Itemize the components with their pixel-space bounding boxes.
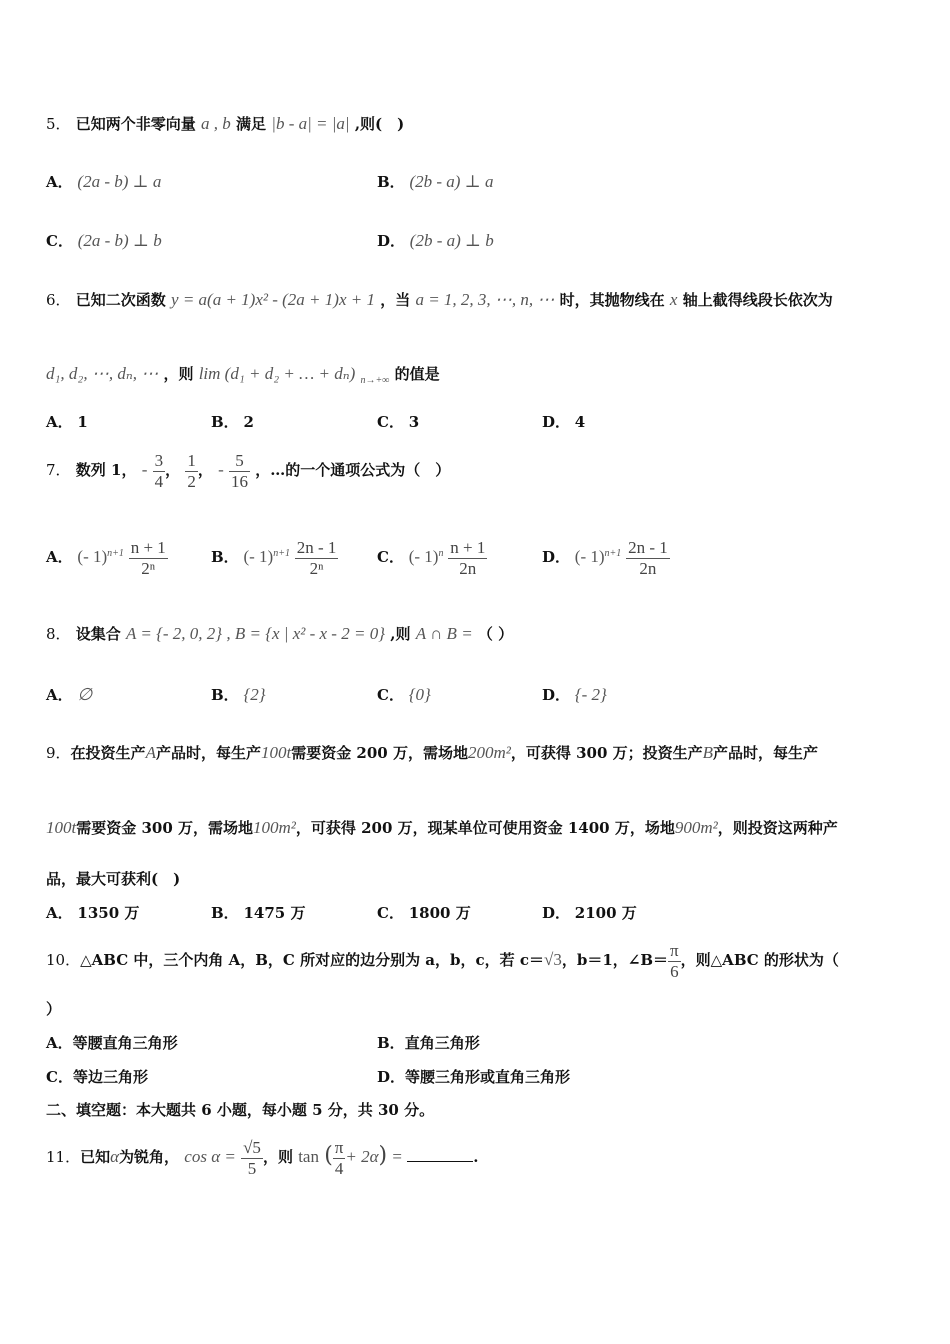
q5-option-a[interactable] [46,170,161,194]
option-label: D． [377,232,406,250]
q9-stem-line3 [46,867,180,891]
q10-text1: △ABC 中，三个内角 A，B，C 所对应的边分别为 a，b，c，若 c＝ [80,951,545,969]
option-text: 1350 万 [77,904,140,922]
option-label: B． [211,548,239,566]
q10-sqrt: √3 [544,950,562,969]
q7-text2: ，…的一个通项公式为（ ） [255,461,451,479]
q11-equals: = [392,1147,402,1166]
q9-math: 100t [46,818,77,837]
q8-sets: A = {- 2, 0, 2} , B = {x | x² - x - 2 = 0} [126,624,385,643]
numerator: 3 [154,450,164,470]
option-text: 1475 万 [243,904,306,922]
q8-option-a[interactable] [46,683,92,707]
option-base: (- 1) [77,547,108,566]
option-label: A． [46,413,73,431]
q6-text5: ，则 [163,365,194,383]
left-paren: ( [324,1143,333,1168]
option-exponent: n+1 [273,548,290,559]
q6-function: y = a(a + 1)x² - (2a + 1)x + 1 [171,290,375,309]
option-math: (2a - b) ⊥ b [77,231,162,250]
option-label: A． [46,686,73,704]
q11-tail: + 2α [345,1147,379,1166]
q8-stem [46,622,513,646]
q10-text4: ） [46,1000,62,1018]
q5-stem [46,112,404,136]
q9-option-a[interactable] [46,901,139,925]
q8-option-b[interactable] [211,683,266,707]
option-exponent: n [438,548,444,559]
denominator: 2ⁿ [141,558,156,578]
denominator: 16 [230,471,248,491]
q10-option-d[interactable] [377,1065,570,1089]
numerator: π [670,940,679,960]
q11-text2: 为锐角， [119,1148,180,1166]
q10-fraction [668,941,681,982]
q7-option-c[interactable] [377,530,487,581]
option-label: C． [377,904,404,922]
numerator: n + 1 [450,537,486,557]
denominator: 2n [639,558,657,578]
option-text: 2 [243,413,254,431]
q9-option-c[interactable] [377,901,471,925]
q8-option-d[interactable] [542,683,607,707]
option-label: D． [542,686,571,704]
q8-text2: ,则 [390,625,411,643]
option-text: 3 [408,413,420,431]
option-math: (2b - a) ⊥ a [409,172,494,191]
option-text: 等腰直角三角形 [72,1034,178,1052]
q9-math: 100m² [253,818,296,837]
q9-text: 在投资生产 [70,744,146,762]
q9-option-b[interactable] [211,901,305,925]
option-exponent: n+1 [107,548,124,559]
q6-limit-sub: n→+∞ [360,375,390,386]
option-text: 2100 万 [574,904,637,922]
denominator: 2 [187,471,196,491]
q8-text3: （ ） [477,625,514,643]
option-label: D． [542,548,571,566]
q11-tan: tan [298,1147,319,1166]
q6-stem-line2 [46,362,440,393]
q9-text: ，则投资这两种产 [717,819,838,837]
q10-text3: ，则△ABC 的形状为（ [680,951,839,969]
q10-option-b[interactable] [377,1031,480,1055]
denominator: 4 [154,471,164,491]
option-text: 等边三角形 [72,1068,148,1086]
q5-option-c[interactable] [46,229,162,253]
option-math: {0} [408,685,431,704]
option-fraction [295,538,339,579]
q5-option-d[interactable] [377,229,494,253]
q6-text3: 时，其抛物线在 [559,291,665,309]
q8-option-c[interactable] [377,683,431,707]
option-label: B． [377,173,405,191]
q6-axis: x [669,290,678,309]
q5-mid: 满足 [236,115,267,133]
option-label: C． [46,232,73,250]
option-math: (2b - a) ⊥ b [409,231,494,250]
minus-sign: - [141,460,148,479]
q6-stem-line1 [46,288,833,312]
q6-option-a[interactable] [46,410,88,434]
q6-number: 6． [46,291,71,309]
q7-fraction-1 [153,451,166,492]
q10-stem [46,938,839,982]
q9-number: 9． [46,744,71,762]
q10-number: 10． [46,951,81,969]
q11-end: . [473,1148,479,1166]
q8-text1: 设集合 [75,625,121,643]
numerator: π [334,1137,344,1157]
denominator: 2ⁿ [309,558,324,578]
q6-limit: lim (d₁ + d₂ + … + dₙ) [198,364,356,383]
q6-option-d[interactable] [542,410,585,434]
q7-stem: 7． 数列 1， - $\frac{3}{4}$ ， $\frac{1}{2}$ ， - $\frac{5}{16}$ ，…的一个通项公式为（ ） [46,450,451,491]
q5-option-b[interactable] [377,170,493,194]
q6-sequence: a = 1, 2, 3, ⋯, n, ⋯ [415,290,555,309]
numerator: 2n - 1 [296,537,337,557]
option-text: 1800 万 [408,904,471,922]
numerator: 5 [229,451,250,472]
q9-stem-line2 [46,816,838,840]
q11-cos: cos α = [184,1147,236,1166]
q11-alpha: α [110,1147,120,1166]
q11-number: 11． [46,1148,81,1166]
option-fraction [448,538,487,579]
option-base: (- 1) [243,547,274,566]
q7-option-b[interactable] [211,530,338,581]
q9-text: 产品时，每生产 [713,744,819,762]
numerator: 2n - 1 [628,537,668,557]
q10-option-c[interactable] [46,1065,148,1089]
q7-option-a[interactable] [46,530,168,581]
option-label: B． [211,686,239,704]
option-math: ∅ [77,685,93,704]
denominator: 5 [247,1158,257,1178]
option-text: 等腰三角形或直角三角形 [405,1068,571,1086]
option-fraction [129,538,168,579]
option-math: (2a - b) ⊥ a [77,172,162,191]
q7-text1: 数列 1， [75,461,137,479]
option-math: {2} [243,685,266,704]
q9-option-d[interactable] [542,901,637,925]
q7-option-d[interactable] [542,530,670,581]
numerator: √5 [243,1137,261,1157]
q6-option-b[interactable] [211,410,254,434]
section-2-heading [46,1098,434,1122]
numerator: 1 [187,450,196,470]
option-label: A． [46,904,73,922]
q6-text2: ，当 [380,291,411,309]
q5-vars: a , b [201,114,231,133]
option-label: A． [46,548,73,566]
q9-text: 需要资金 200 万，需场地 [291,744,468,762]
option-label: C． [377,413,404,431]
q6-lengths: d₁, d₂, ⋯, dₙ, ⋯ [46,364,159,383]
q10-text2: ，b＝1，∠B＝ [561,951,669,969]
q5-condition: |b - a| = |a| [271,114,350,133]
option-label: D． [542,413,571,431]
q6-option-c[interactable] [377,410,419,434]
option-label: B． [211,413,239,431]
q9-text: 品，最大可获利( ) [46,870,181,888]
q9-text: 产品时，每生产 [155,744,261,762]
q8-number: 8． [46,625,71,643]
q9-text: ，可获得 200 万，现某单位可使用资金 1400 万，场地 [295,819,675,837]
q10-option-a[interactable] [46,1031,178,1055]
q9-math: 100t [260,743,292,762]
q9-math: 200m² [467,743,511,762]
option-label: A． [46,173,73,191]
numerator: n + 1 [130,537,166,557]
right-paren: ) [378,1143,388,1168]
option-base: (- 1) [574,547,605,566]
option-text: 4 [574,413,586,431]
section-title: 二、填空题：本大题共 6 小题，每小题 5 分，共 30 分。 [46,1101,435,1119]
q9-math: A [145,743,156,762]
option-base: (- 1) [408,547,439,566]
q9-math: 900m² [674,818,718,837]
option-text: 1 [77,413,88,431]
q5-text: 已知两个非零向量 [75,115,196,133]
q9-text: ，可获得 300 万；投资生产 [510,744,703,762]
q9-stem-line1 [46,741,818,765]
q8-expression: A ∩ B = [415,624,473,643]
minus-sign: - [218,460,224,479]
q7-number: 7． [46,461,71,479]
q5-number: 5． [46,115,71,133]
option-fraction [626,538,670,579]
q5-end: ,则( ) [354,115,405,133]
q11-cos-fraction [241,1138,263,1179]
denominator: 2n [459,558,477,578]
q11-stem [46,1130,478,1183]
option-text: 直角三角形 [404,1034,480,1052]
q11-text1: 已知 [80,1148,111,1166]
q6-text1: 已知二次函数 [75,291,166,309]
answer-blank[interactable] [407,1147,473,1162]
denominator: 6 [670,961,679,981]
option-label: D． [377,1068,406,1086]
option-label: B． [377,1034,405,1052]
option-label: D． [542,904,571,922]
q11-tan-fraction [333,1138,346,1179]
q6-text6: 的值是 [394,365,440,383]
option-label: C． [377,548,404,566]
option-label: A． [46,1034,73,1052]
q7-fraction-3 [229,451,250,492]
q10-stem-end [46,997,61,1021]
q6-text4: 轴上截得线段长依次为 [682,291,833,309]
option-label: C． [46,1068,73,1086]
q7-fraction-2 [185,451,198,492]
q9-math: B [702,743,713,762]
denominator: 4 [334,1158,344,1178]
option-label: C． [377,686,404,704]
option-label: B． [211,904,239,922]
q11-text3: ，则 [262,1148,293,1166]
option-exponent: n+1 [604,548,622,559]
q9-text: 需要资金 300 万，需场地 [76,819,253,837]
option-math: {- 2} [574,685,607,704]
